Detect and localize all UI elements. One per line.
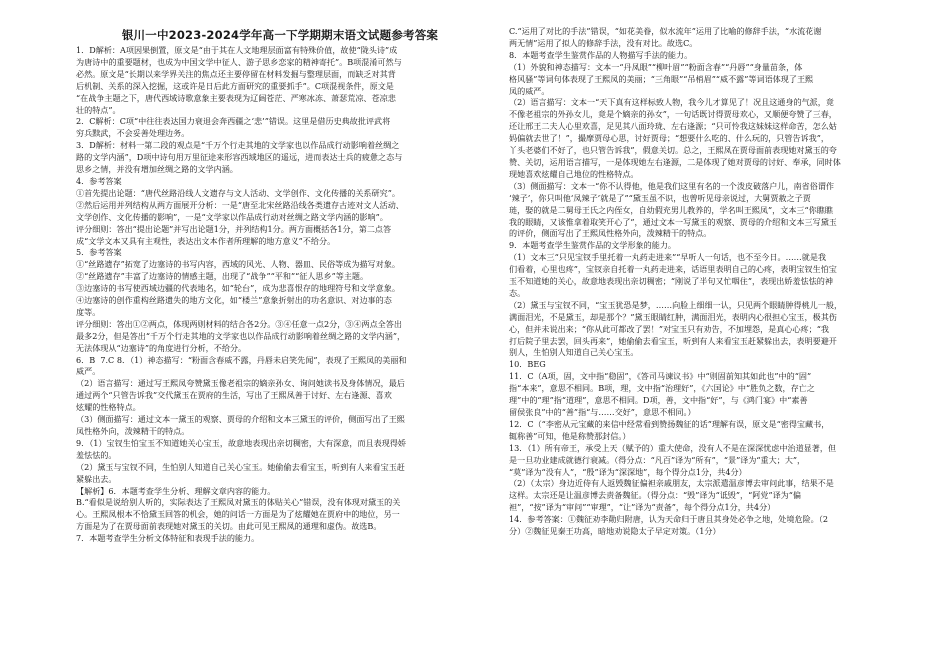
text-line: 不像老祖宗的外孙女儿，竟是个嫡亲的孙女”，一句话既讨得贾母欢心，又顺便夸赞了三春， <box>509 109 837 120</box>
text-line: “莫”译为“没有人”，“殷”译为“深深地”，每个得分点1分，共4分） <box>509 466 747 477</box>
text-line: ①“丝路遗存”拓宽了边塞诗的书写内容，西域的风光、人物、器皿、民俗等成为描写对象。 <box>76 259 400 270</box>
text-line: （3）侧面描写：文本一“你不认得他，他是我们这里有名的一个泼皮破落户儿，南省俗谓作 <box>509 180 834 191</box>
text-line: 心，但并未说出来；“你从此可都改了罢！”对宝玉只有劝告，不加埋怨，是真心心疼；“我 <box>509 323 829 334</box>
text-line: 12．C（“李密从元宝藏的来信中经常看到赞扬魏征的话”理解有误，原文是“密得宝藏书， <box>509 418 830 429</box>
text-line: 壮的特点”。 <box>76 104 121 115</box>
text-line: 3．D解析：材料一第二段的观点是“千万个行走其地的文学家也以作品成行动影响着丝绸之 <box>76 140 400 151</box>
text-line: 丫头老婆们不好了，也只管告诉我”，假意关切。总之，王熙凤在贾母面前表现她对黛玉的夸 <box>509 145 837 156</box>
text-line: 打后院子里去罢，回头再来”，她偷偷去看宝玉，听到有人来看宝玉赶紧躲出去，表明要避开 <box>509 335 837 346</box>
text-line: 7．本题考查学生分析文体特征和表现手法的能力。 <box>76 533 260 544</box>
left-column <box>76 28 484 545</box>
text-line: 威严。 <box>76 366 101 377</box>
text-line: 凤性格外向，泼辣精干的特点。 <box>76 426 190 436</box>
text-line: （2）黛玉与宝钗不同，“宝玉犹恐是梦，……向脸上细细一认，只见两个眼睛肿得桃儿一般， <box>509 299 843 310</box>
text-line: 我的眼睛，又该惟拿着取笑开心了”，通过文本一写黛玉的观察、贾母的介绍和文本三写黛玉 <box>509 216 837 227</box>
text-line: 留侯张良”中的“善”指“与……交好”，意思不相同。） <box>509 407 696 417</box>
text-line: 9．（1）宝钗生怕宝玉不知道她关心宝玉，故意地表现出亲切稠密，大有深意，而且表现得娇 <box>76 437 407 448</box>
right-column <box>509 26 917 538</box>
text-line: 穷兵黩武，不会妥善处理边务。 <box>76 128 190 139</box>
text-line: 这样。太宗还是让温彦博去责备魏征。（得分点：“毁”译为“诋毁”，“阿党”译为“偏 <box>509 490 802 501</box>
text-line: ④边塞诗的创作重构丝路遗失的地方文化，如“楼兰”意象折射出的功名意识、对边事的态 <box>76 295 392 306</box>
text-line: （2）（太宗）身边近侍有人返毁魏征偏袒亲戚朋友，太宗派遣温彦博去审问此事，结果不是 <box>509 478 834 489</box>
text-line: 路的文学内涵”，D项中诗句用万里征途来形容西域地区的遥远，进而表达士兵的疲惫之态与 <box>76 152 403 163</box>
text-line: 14．参考答案：①魏征劝李勣归附唐，认为天命归于唐且其身处必争之地，处境危险。（2 <box>509 514 828 525</box>
text-line: 赞、关切，运用语言描写，一是体现她左右逢源，二是体现了她对贾母的讨好、奉承，同时体 <box>509 156 841 167</box>
text-line: 分）②魏征见秦王功高，暗地劝说隐太子早定对策。（1分） <box>509 526 721 537</box>
text-line: 9．本题考查学生鉴赏作品的文学形象的能力。 <box>509 240 677 251</box>
text-line: 羞怯怯的。 <box>76 449 117 460</box>
text-line: 11．C（A项，固，文中指“稳固”，《答司马谏议书》中“则固前知其如此也”中的“固” <box>509 371 812 382</box>
text-line: 1．D解析：A项因果倒置，原文是“由于其在人文地理层面富有特殊价值，故使“陇头诗”成 <box>76 45 398 55</box>
text-line: 2．C解析：C项“中往往表达国力衰退会奔西疆之‘悲’”错误。这里是借历史典故批评武将 <box>76 116 391 127</box>
text-line: 成“文学文本又具有主观性，表达出文本作者所理解的地方意义”不给分。 <box>76 235 336 246</box>
text-line: （2）语言描写：文本一“天下真有这样标致人物，我今儿才算见了！况且这通身的气派，竟 <box>509 97 834 108</box>
text-line: 无法体现从“边塞诗”的角度进行分析，不给分。 <box>76 342 247 353</box>
text-line: ‘辣子’，你只叫他‘凤辣子’就是了”“黛玉虽不识，也曾听见母亲说过，大舅贾赦之子贾 <box>509 192 811 203</box>
text-line: 态。 <box>509 287 526 298</box>
text-line: 度等。 <box>76 306 101 317</box>
text-line: （3）侧面描写：通过文本一黛玉的观察、贾母的介绍和文本三黛玉的评价，侧面写出了王熙 <box>76 414 405 425</box>
text-line: 格风骚”等词句体表现了王熙凤的美丽；“三角眼”“吊梢眉”“威不露”等词语体现了王熙 <box>509 73 814 84</box>
text-line: （2）黛玉与宝钗不同，生怕别人知道自己关心宝玉。她偷偷去看宝玉，听到有人来看宝玉赶 <box>76 461 405 472</box>
text-line: ①首先提出论题：“唐代丝路沿线人文遗存与文人活动、文学创作、文化传播的关系研究”。 <box>76 187 400 198</box>
document-title: 银川一中2023-2024学年高一下学期期末语文试题参考答案 <box>121 28 439 42</box>
text-line: 两无情”运用了拟人的修辞手法，没有对比。故选C。 <box>509 37 698 48</box>
text-line: 心。王熙凤根本不恰黛玉回答的机会，她的问话一方面是为了炫耀她在贾府中的地位，另一 <box>76 509 400 520</box>
text-line: 评分细则：答出“提出论题”并写出论题1分，并列结构1分。两方面概括各1分，第二点答 <box>76 223 392 234</box>
text-line: 5．参考答案 <box>76 247 122 258</box>
text-line: 8．本题考查学生鉴赏作品的人物描写手法的能力。 <box>509 49 693 60</box>
text-line: 凤的威严。 <box>509 85 550 96</box>
text-line: 满面泪光，不是黛玉，却是那个？”黛玉眼睛红肿，满面泪光，表明内心很担心宝玉，极其伤 <box>509 311 837 322</box>
text-line: 必然。原文是“长期以来学界关注的焦点还主要停留在材料发掘与整理层面，而缺乏对其背 <box>76 68 396 79</box>
text-line: 方面是为了在贾母面前表现她对黛玉的关切。由此可见王熙凤的通理和虚伪。故选B。 <box>76 521 382 532</box>
text-line: 思乡之情，并没有增加丝绸之路的文学内涵。 <box>76 164 238 175</box>
text-line: 炫耀的性格特点。 <box>76 402 141 413</box>
text-line: 评分细则：答出①②两点，体现两则材料的结合各2分。③④任意一点2分，③④两点全答出 <box>76 318 402 329</box>
text-line: 10．BEG <box>509 359 546 370</box>
text-line: 紧躲出去。 <box>76 473 117 484</box>
text-line: 6．B 7.C 8．（1）神态描写：“粉面含春威不露，丹唇未启笑先闻”，表现了王熙凤的美丽和 <box>76 354 407 365</box>
text-line: ②然后运用并列结构从两方面展开分析：一是“唐至北宋丝路沿线各类遗存古迹对文人活动、 <box>76 199 404 210</box>
text-line: （1）文本三“只见宝钗手里托着一丸药走进来”“早听人一句话，也不至今日。……就是我 <box>509 252 827 263</box>
text-line: 袒”，“按”译为“审问”“审理”，“让”译为“责备”，每个得分点1分，共4分） <box>509 502 776 513</box>
text-line: 【解析】6．本题考查学生分析、理解文章内容的能力。 <box>76 485 276 496</box>
text-line: ②“丝路遗存”丰富了边塞诗的情感主题，出现了“战争”“平和”“征人思乡”等主题。 <box>76 271 369 282</box>
text-line: 理”中的“理”指“道理”，意思不相同。D项，善，文中指“好”，与《鸿门宴》中“素善 <box>509 395 808 406</box>
text-line: ③边塞诗的书写使西域边疆的代表地名，如“轮台”，成为悲喜恨存的地理符号和文学意象。 <box>76 283 400 294</box>
text-line: 玉不知道她的关心，故意地表现出亲切稠密；“刚说了半句又忙咽住”，表现出娇羞怯怯的神 <box>509 276 833 287</box>
text-line: 是一旦功业建成就德行衰减。（得分点：“凡百”译为“所有”，“景”译为“重大；大”， <box>509 454 806 465</box>
text-line: 别人，生怕别人知道自己关心宝玉。 <box>509 347 639 358</box>
text-line: C.“运用了对比的手法”错误，“如花美眷，似水流年”运用了比喻的修辞手法，“水流花谢 <box>509 26 822 36</box>
text-line: 通过两个“只管告诉我”交代黛玉在贾府的生活，写出了王熙凤善于讨好、左右逢源、喜欢 <box>76 390 392 401</box>
text-line: B.“看似是说给别人听的，实际表达了王熙凤对黛玉的体贴关心”错误，没有体现对黛玉的关 <box>76 497 401 508</box>
text-line: （2）语言描写：通过写王熙凤夸赞黛玉像老祖宗的嫡亲孙女、询问她读书及身体情况，最后 <box>76 378 405 389</box>
text-line: 为唐诗中的重要题材，也成为中国文学中征人、游子思乡恋家的精神寄托”。B项混淆可然与 <box>76 56 402 67</box>
text-line: “在战争主题之下，唐代西域诗歌意象主要表现为辽阔苍茫、严寒冰冻、萧瑟荒凉、苍凉悲 <box>76 92 396 103</box>
text-line: 4．参考答案 <box>76 175 122 186</box>
text-line: 指“本来”，意思不相同。B项，理，文中指“治理好”，《六国论》中“胜负之数，存亡之 <box>509 383 815 394</box>
text-line: 后机制、关系的深入挖掘，这或许是日后此方面研究的重要抓手”。C项混视条件，原文是 <box>76 80 394 91</box>
text-line: 还让邢王二夫人心里欢喜，足见其八面玲珑、左右逢源；“只可怜我这妹妹这样命苦，怎么姑 <box>509 121 837 132</box>
text-line: （1）外貌和神态描写：文本一“丹凤眼”“柳叶眉”“粉面含春”“丹唇”“身量苗条，体 <box>509 61 803 72</box>
text-line: 文学创作、文化传播的影响”，一是“文学家以作品成行动对丝绸之路文学内涵的影响”。 <box>76 211 388 222</box>
text-line: 最多2分，但是答出“千万个行走其地的文学家也以作品成行动影响着丝绸之路的文学内涵”， <box>76 330 406 341</box>
text-line: 现她喜欢炫耀自己地位的性格特点。 <box>509 168 639 179</box>
text-line: 的评价，侧面写出了王熙凤性格外向，泼辣精干的特点。 <box>509 228 712 239</box>
text-line: 琏，娶的就是二舅母王氏之内侄女，自幼假充男儿教养的，学名叫王熙凤”，文本三“你瞧瞧 <box>509 204 833 215</box>
text-line: 们看着，心里也疼”，宝钗亲自托着一丸药走进来，话语里表明自己的心疼，表明宝钗生怕宝 <box>509 264 837 275</box>
text-line: 妈偏就去世了！”，撮摩贾母心思，讨好贾母；“想要什么吃的、什么玩的，只管告诉我”， <box>509 133 829 144</box>
text-line: 辄称善”可知，他是称赞那封信。） <box>509 430 631 441</box>
text-line: 13．（1）所有帝王，承受上天（赋予的）重大使命，没有人不是在深深忧虑中治道显著，但 <box>509 442 837 453</box>
